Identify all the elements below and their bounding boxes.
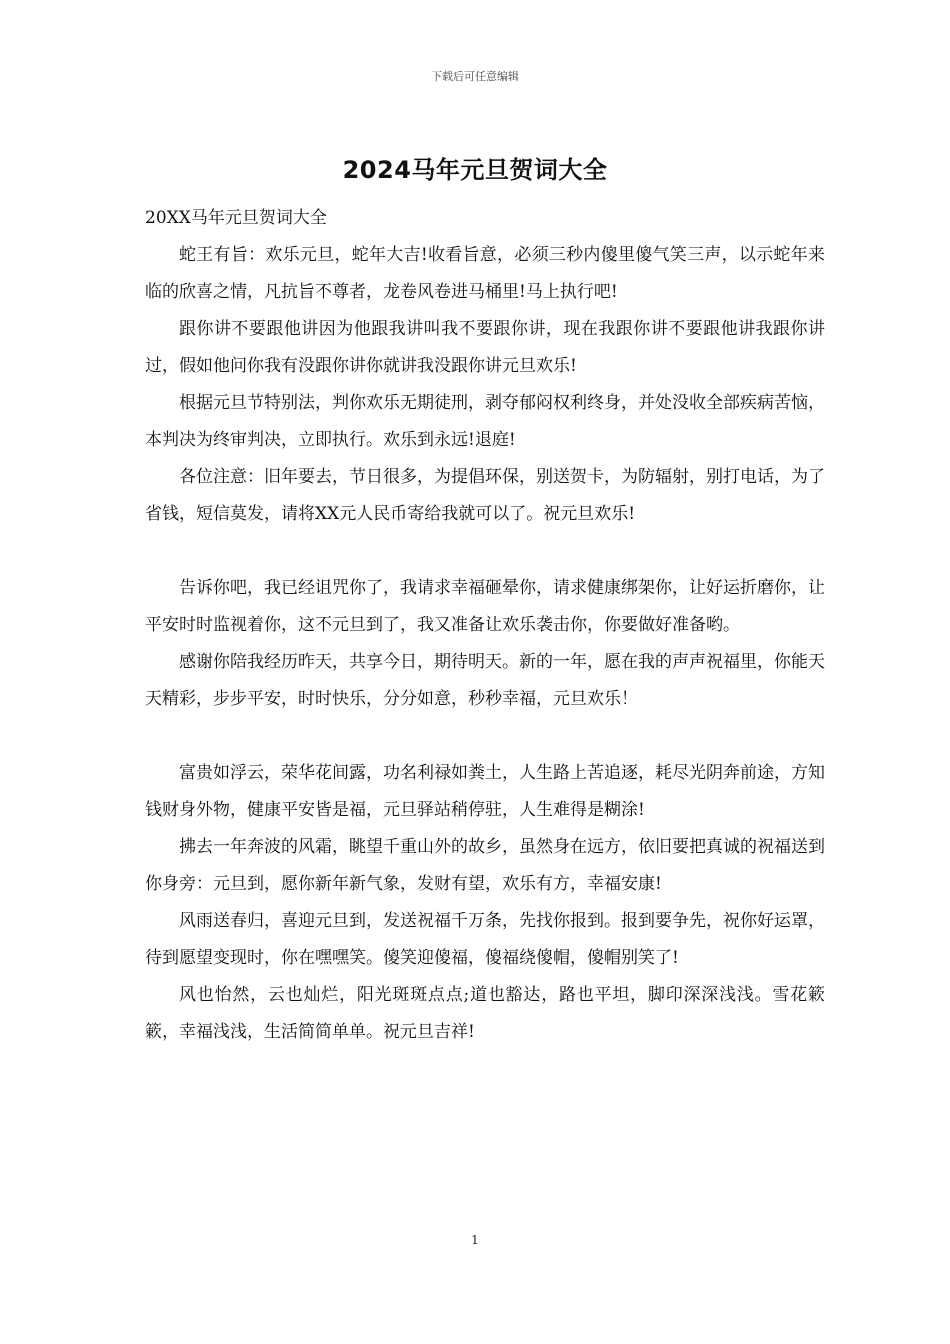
- header-note: 下载后可任意编辑: [431, 70, 519, 83]
- paragraph: 富贵如浮云，荣华花间露，功名利禄如粪土，人生路上苦追逐，耗尽光阴奔前途，方知钱财身外物，健康平安皆是福，元旦驿站稍停驻，人生难得是糊涂!: [145, 763, 825, 820]
- paragraph: 跟你讲不要跟他讲因为他跟我讲叫我不要跟你讲，现在我跟你讲不要跟他讲我跟你讲过，假如他问你我有没跟你讲你就讲我没跟你讲元旦欢乐!: [145, 319, 825, 376]
- paragraph: 风也怡然，云也灿烂，阳光斑斑点点;道也豁达，路也平坦，脚印深深浅浅。雪花簌簌，幸福浅浅，生活简简单单。祝元旦吉祥!: [145, 985, 825, 1042]
- page-number: 1: [471, 1233, 479, 1247]
- paragraph: 感谢你陪我经历昨天，共享今日，期待明天。新的一年，愿在我的声声祝福里，你能天天精彩，步步平安，时时快乐，分分如意，秒秒幸福，元旦欢乐！: [145, 652, 825, 709]
- document-title: 2024马年元旦贺词大全: [342, 156, 608, 184]
- paragraph: 蛇王有旨：欢乐元旦，蛇年大吉!收看旨意，必须三秒内傻里傻气笑三声，以示蛇年来临的欣喜之情，凡抗旨不尊者，龙卷风卷进马桶里!马上执行吧!: [145, 245, 825, 302]
- document-body: [145, 200, 825, 1051]
- blank-line: [145, 718, 825, 755]
- blank-line: [145, 533, 825, 570]
- paragraph: 根据元旦节特别法，判你欢乐无期徒刑，剥夺郁闷权利终身，并处没收全部疾病苦恼，本判决为终审判决，立即执行。欢乐到永远!退庭!: [145, 393, 825, 450]
- paragraph: 拂去一年奔波的风霜，眺望千重山外的故乡，虽然身在远方，依旧要把真诚的祝福送到你身旁：元旦到，愿你新年新气象，发财有望，欢乐有方，幸福安康!: [145, 837, 825, 894]
- paragraph: 告诉你吧，我已经诅咒你了，我请求幸福砸晕你，请求健康绑架你，让好运折磨你，让平安时时监视着你，这不元旦到了，我又准备让欢乐袭击你，你要做好准备哟。: [145, 578, 825, 635]
- paragraph: 各位注意：旧年要去，节日很多，为提倡环保，别送贺卡，为防辐射，别打电话，为了省钱，短信莫发，请将XX元人民币寄给我就可以了。祝元旦欢乐!: [145, 467, 825, 524]
- paragraph: 风雨送春归，喜迎元旦到，发送祝福千万条，先找你报到。报到要争先，祝你好运罩，待到愿望变现时，你在嘿嘿笑。傻笑迎傻福，傻福绕傻帽，傻帽别笑了!: [145, 911, 825, 968]
- document-subtitle: 20XX马年元旦贺词大全: [145, 208, 327, 228]
